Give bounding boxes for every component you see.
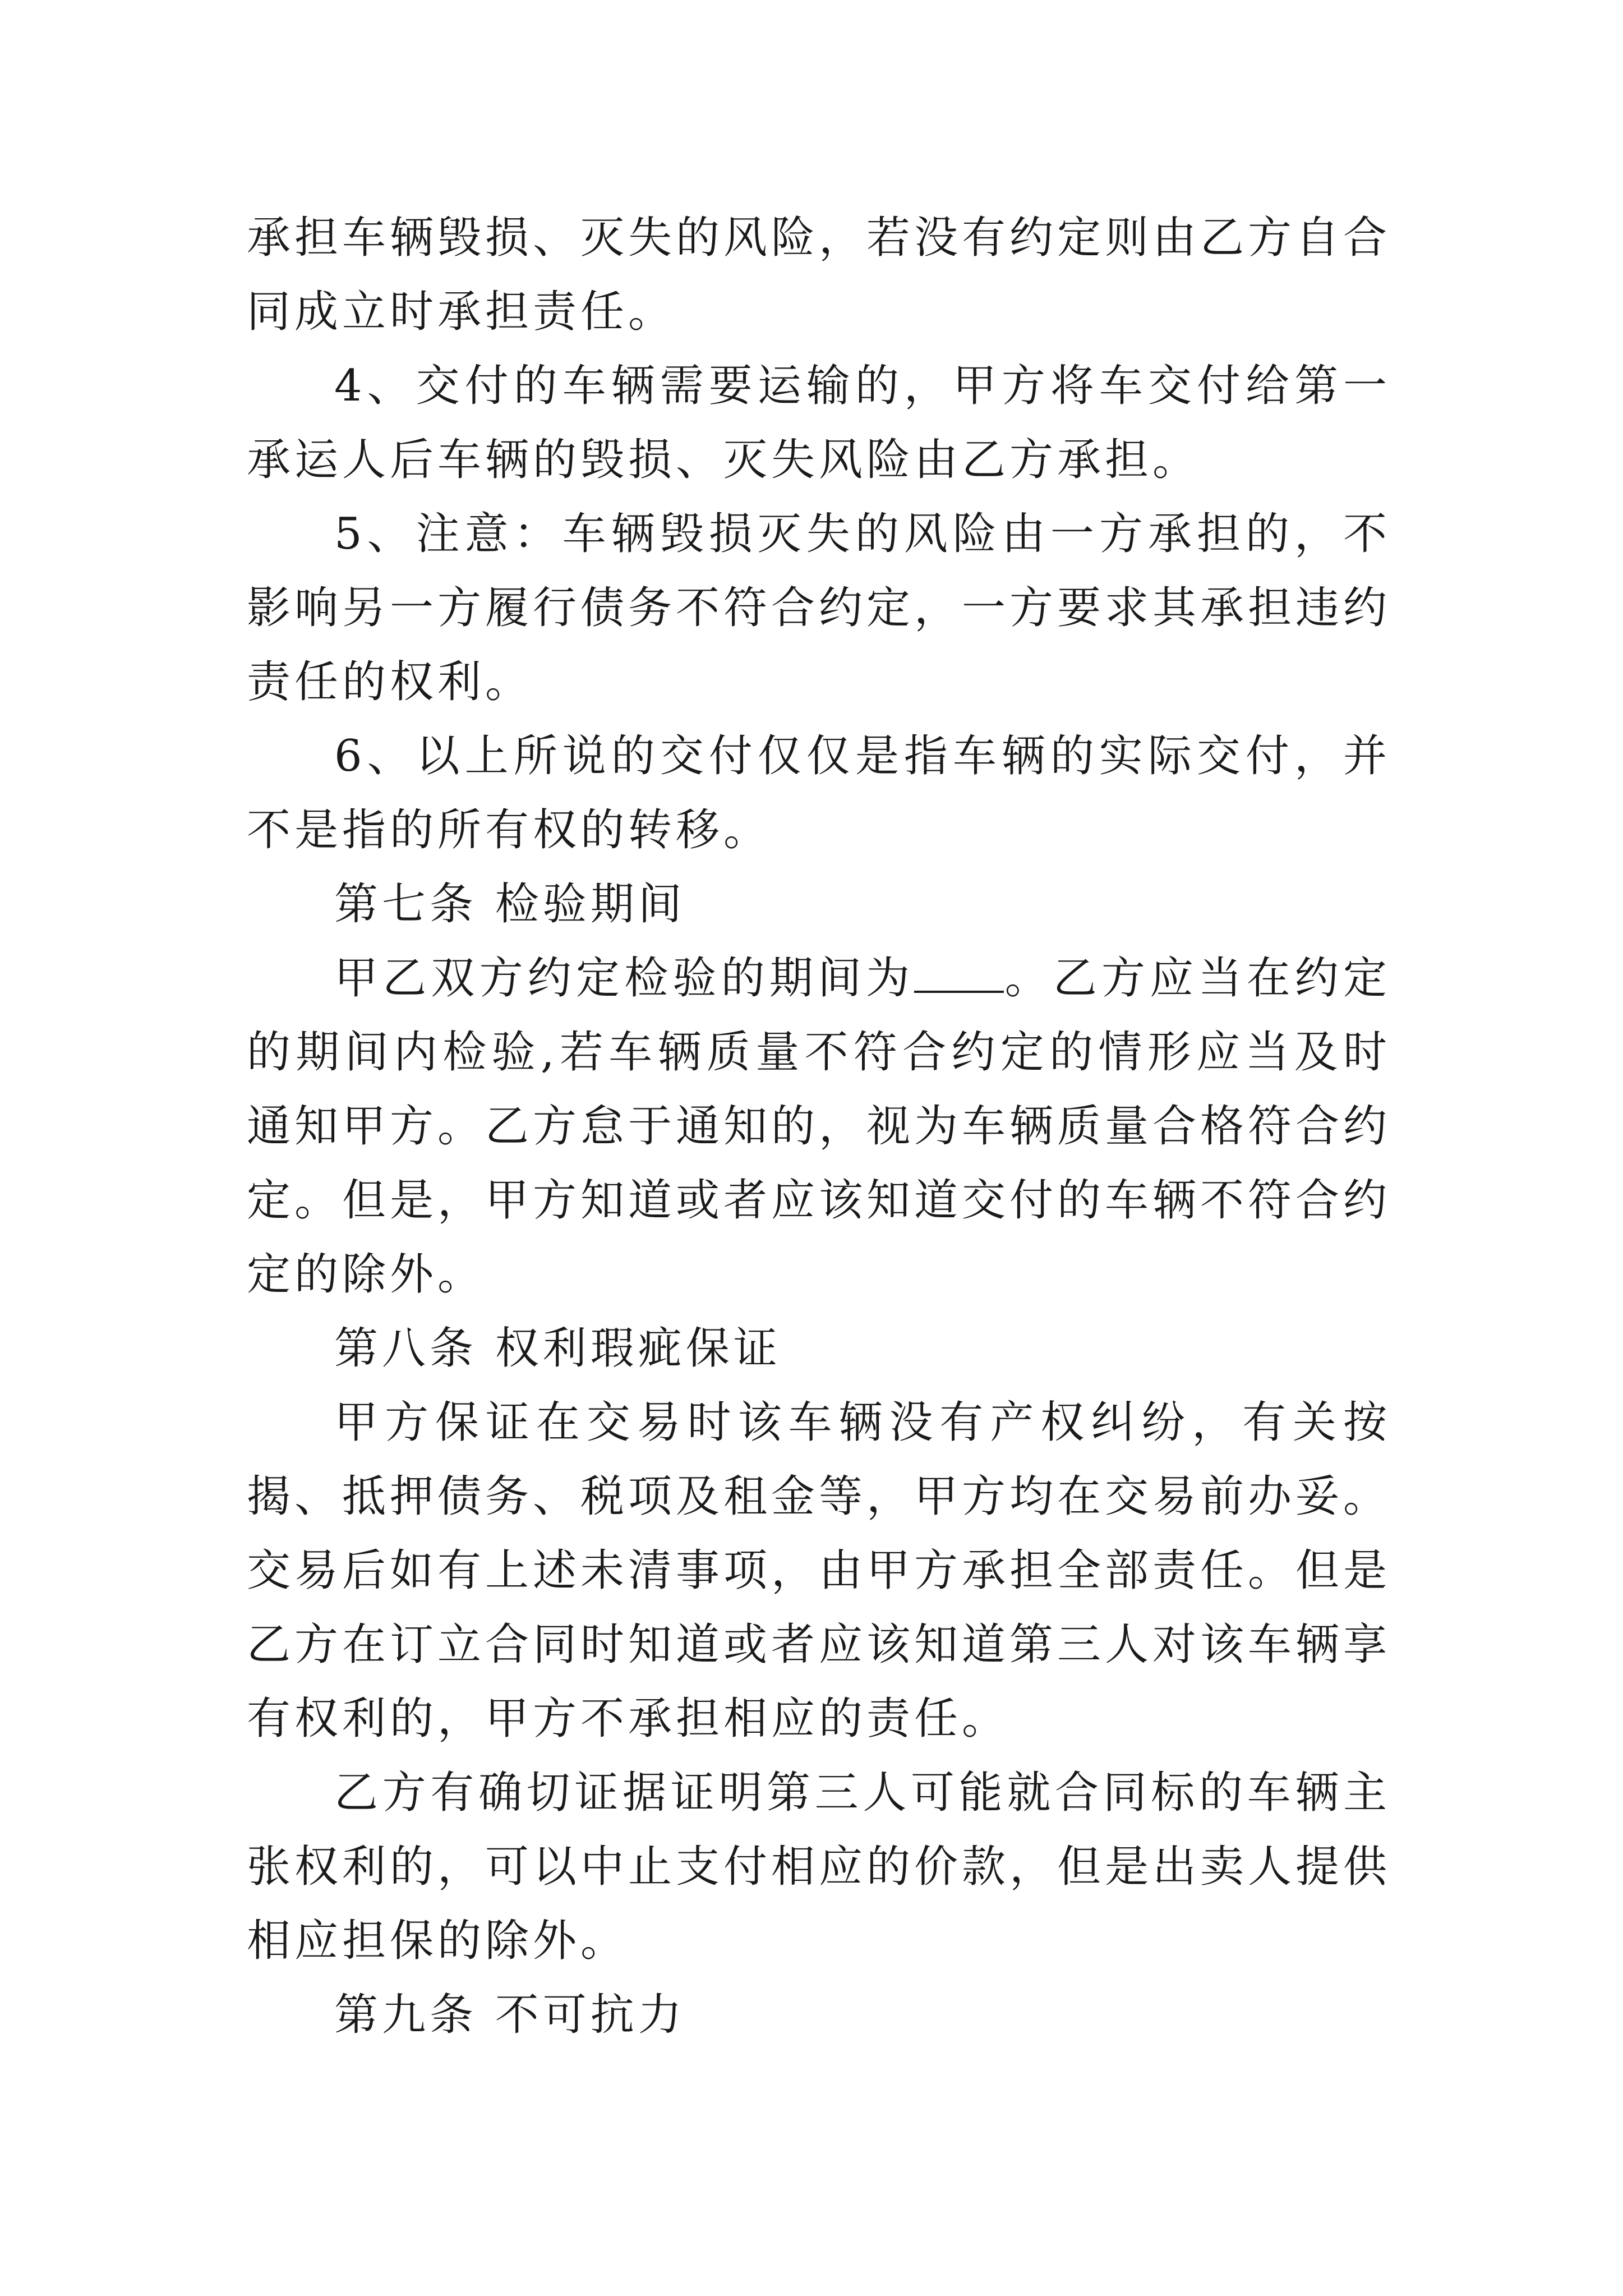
article-7-text-end: 。乙方应当在约定的期间内检验,若车辆质量不符合约定的情形应当及时通知甲方。乙方怠于通知的，视为车辆质量合格符合约定。但是，甲方知道或者应该知道交付的车辆不符合约定的除外。	[247, 953, 1391, 1300]
paragraph-clause-5: 5、注意：车辆毁损灭失的风险由一方承担的，不影响另一方履行债务不符合约定，一方要求其承担违约责任的权利。	[247, 509, 1391, 707]
fill-in-blank	[914, 951, 1004, 993]
heading-article-8: 第八条 权利瑕疵保证	[334, 1323, 781, 1374]
paragraph-clause-4: 4、交付的车辆需要运输的，甲方将车交付给第一承运人后车辆的毁损、灭失风险由乙方承担。	[247, 361, 1391, 485]
article-7-text-start: 甲乙双方约定检验的期间为	[334, 953, 915, 1004]
paragraph-risk-continued: 承担车辆毁损、灭失的风险，若没有约定则由乙方自合同成立时承担责任。	[247, 213, 1391, 337]
paragraph-clause-6: 6、以上所说的交付仅仅是指车辆的实际交付，并不是指的所有权的转移。	[247, 731, 1391, 855]
heading-article-9: 第九条 不可抗力	[334, 1990, 686, 2040]
document-body	[247, 201, 1391, 2052]
paragraph-article-8-2: 乙方有确切证据证明第三人可能就合同标的车辆主张权利的，可以中止支付相应的价款，但是出卖人提供相应担保的除外。	[247, 1768, 1391, 1966]
paragraph-article-7	[247, 941, 1391, 1312]
heading-article-7: 第七条 检验期间	[334, 879, 686, 930]
paragraph-article-8-1: 甲方保证在交易时该车辆没有产权纠纷，有关按揭、抵押债务、税项及租金等，甲方均在交易前办妥。交易后如有上述未清事项，由甲方承担全部责任。但是乙方在订立合同时知道或者应该知道第三人对该车辆享有权利的，甲方不承担相应的责任。	[247, 1397, 1391, 1744]
